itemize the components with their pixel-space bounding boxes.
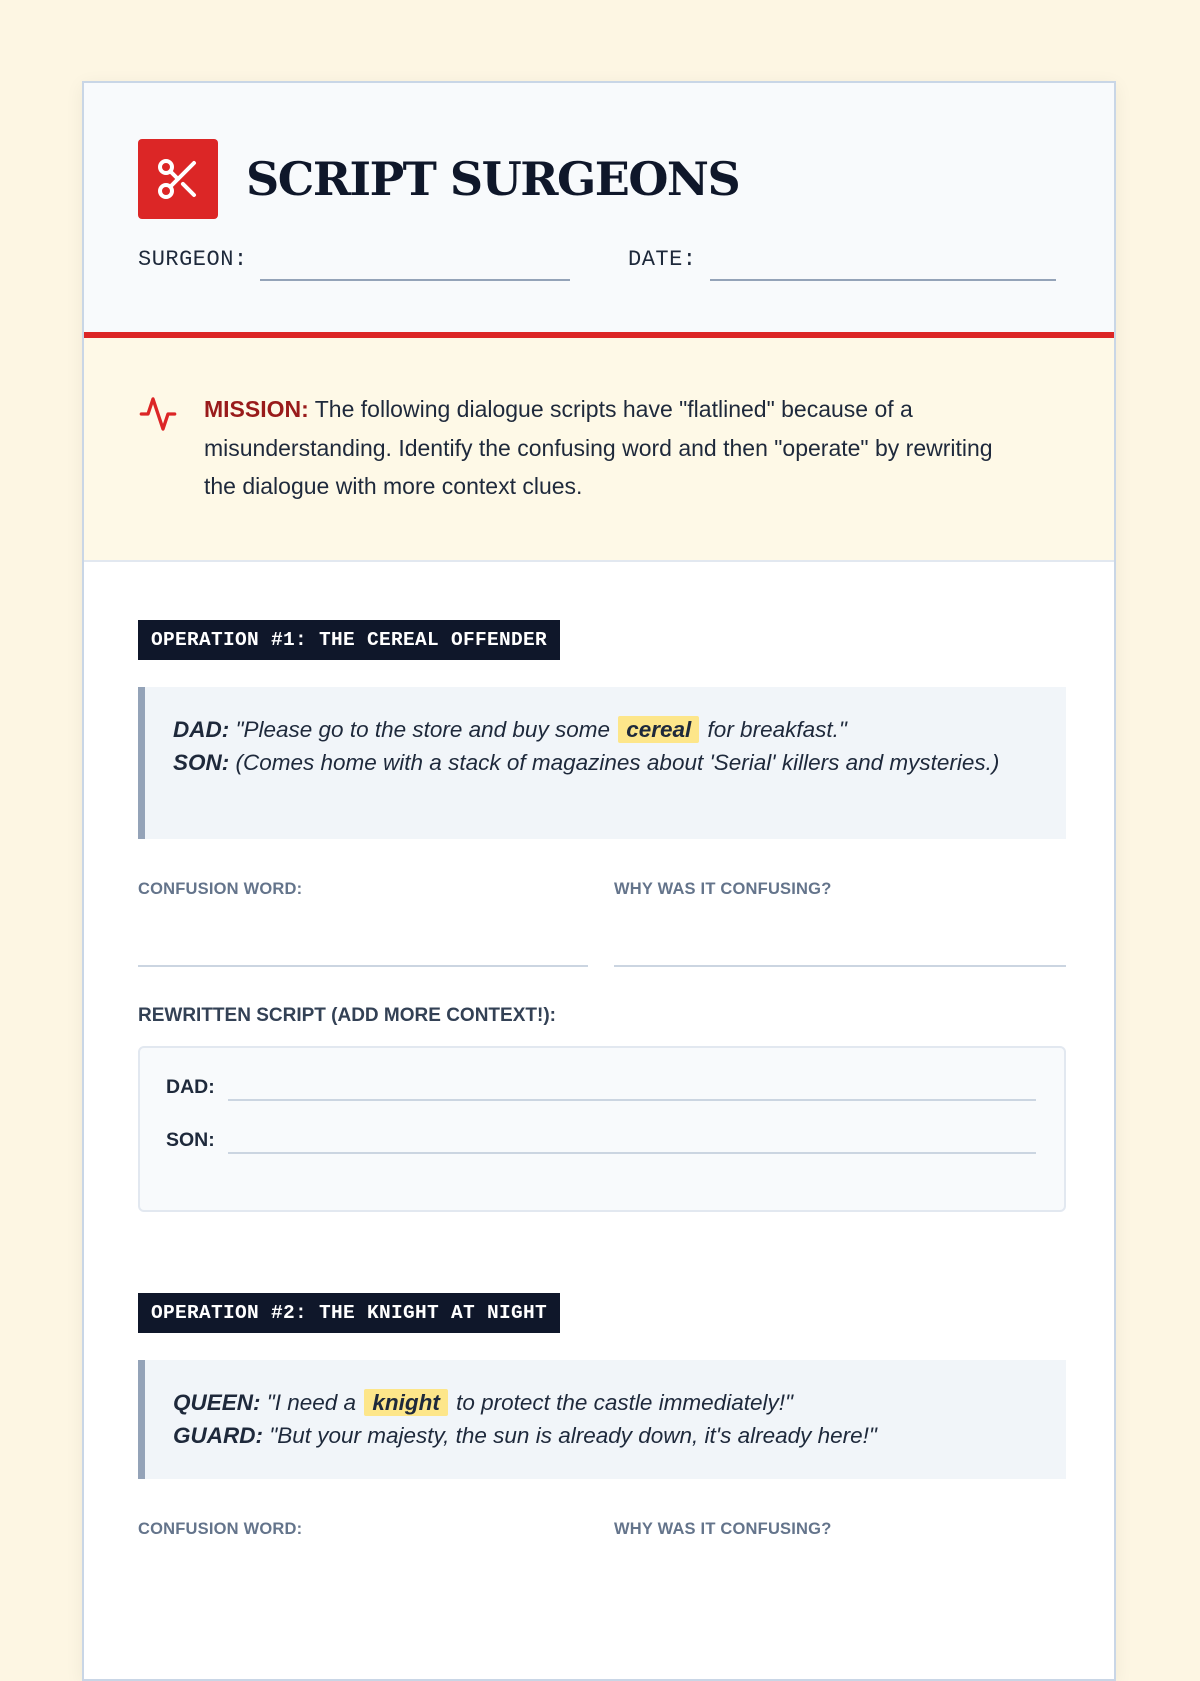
heartbeat-icon xyxy=(138,394,178,434)
surgeon-input-line[interactable] xyxy=(260,279,570,281)
rewrite-speaker-son: SON: xyxy=(166,1129,215,1151)
why-confusing-label: WHY WAS IT CONFUSING? xyxy=(614,1520,832,1538)
operation-2-script xyxy=(138,1360,1066,1479)
dialogue-text: for breakfast." xyxy=(701,717,847,742)
dialogue-text: (Comes home with a stack of magazines about 'Serial' killers and mysteries.) xyxy=(229,750,1000,775)
page-title: SCRIPT SURGEONS xyxy=(246,152,740,206)
highlighted-word: cereal xyxy=(618,716,699,743)
script-line xyxy=(173,1419,1038,1452)
confusion-word-input-line[interactable] xyxy=(138,965,588,967)
speaker-son: SON: xyxy=(173,750,230,775)
logo-badge xyxy=(138,139,218,219)
date-label: DATE: xyxy=(628,247,697,272)
confusion-word-label: CONFUSION WORD: xyxy=(138,1520,303,1538)
dialogue-text: "But your majesty, the sun is already down, it's already here!" xyxy=(263,1423,877,1448)
speaker-dad: DAD: xyxy=(173,717,230,742)
mission-label: MISSION: xyxy=(204,396,309,422)
mission-body: The following dialogue scripts have "flatlined" because of a misunderstanding. Identify the confusing word and then "operate" by rewriting the dialogue with more context clues. xyxy=(204,396,993,499)
worksheet-header xyxy=(84,83,1114,338)
surgeon-label: SURGEON: xyxy=(138,247,248,272)
mission-panel xyxy=(84,338,1114,562)
rewrite-son-input-line[interactable] xyxy=(228,1152,1036,1154)
rewrite-box xyxy=(138,1046,1066,1212)
confusion-word-label: CONFUSION WORD: xyxy=(138,880,303,898)
why-confusing-label: WHY WAS IT CONFUSING? xyxy=(614,880,832,898)
mission-text xyxy=(204,390,1004,506)
script-line xyxy=(173,746,1038,779)
script-line xyxy=(173,1386,1038,1419)
rewrite-label: REWRITTEN SCRIPT (ADD MORE CONTEXT!): xyxy=(138,1005,556,1026)
why-confusing-input-line[interactable] xyxy=(614,965,1066,967)
dialogue-text: to protect the castle immediately!" xyxy=(449,1390,793,1415)
rewrite-speaker-dad: DAD: xyxy=(166,1076,215,1098)
rewrite-dad-input-line[interactable] xyxy=(228,1099,1036,1101)
script-line xyxy=(173,713,1038,746)
highlighted-word: knight xyxy=(364,1389,448,1416)
scissors-icon xyxy=(154,155,202,203)
worksheet xyxy=(82,81,1116,1681)
date-input-line[interactable] xyxy=(710,279,1056,281)
operation-2-title: OPERATION #2: THE KNIGHT AT NIGHT xyxy=(138,1293,560,1333)
operation-1-title: OPERATION #1: THE CEREAL OFFENDER xyxy=(138,620,560,660)
speaker-guard: GUARD: xyxy=(173,1423,263,1448)
dialogue-text: "I need a xyxy=(260,1390,363,1415)
operation-1-script xyxy=(138,687,1066,839)
dialogue-text: "Please go to the store and buy some xyxy=(229,717,617,742)
speaker-queen: QUEEN: xyxy=(173,1390,261,1415)
